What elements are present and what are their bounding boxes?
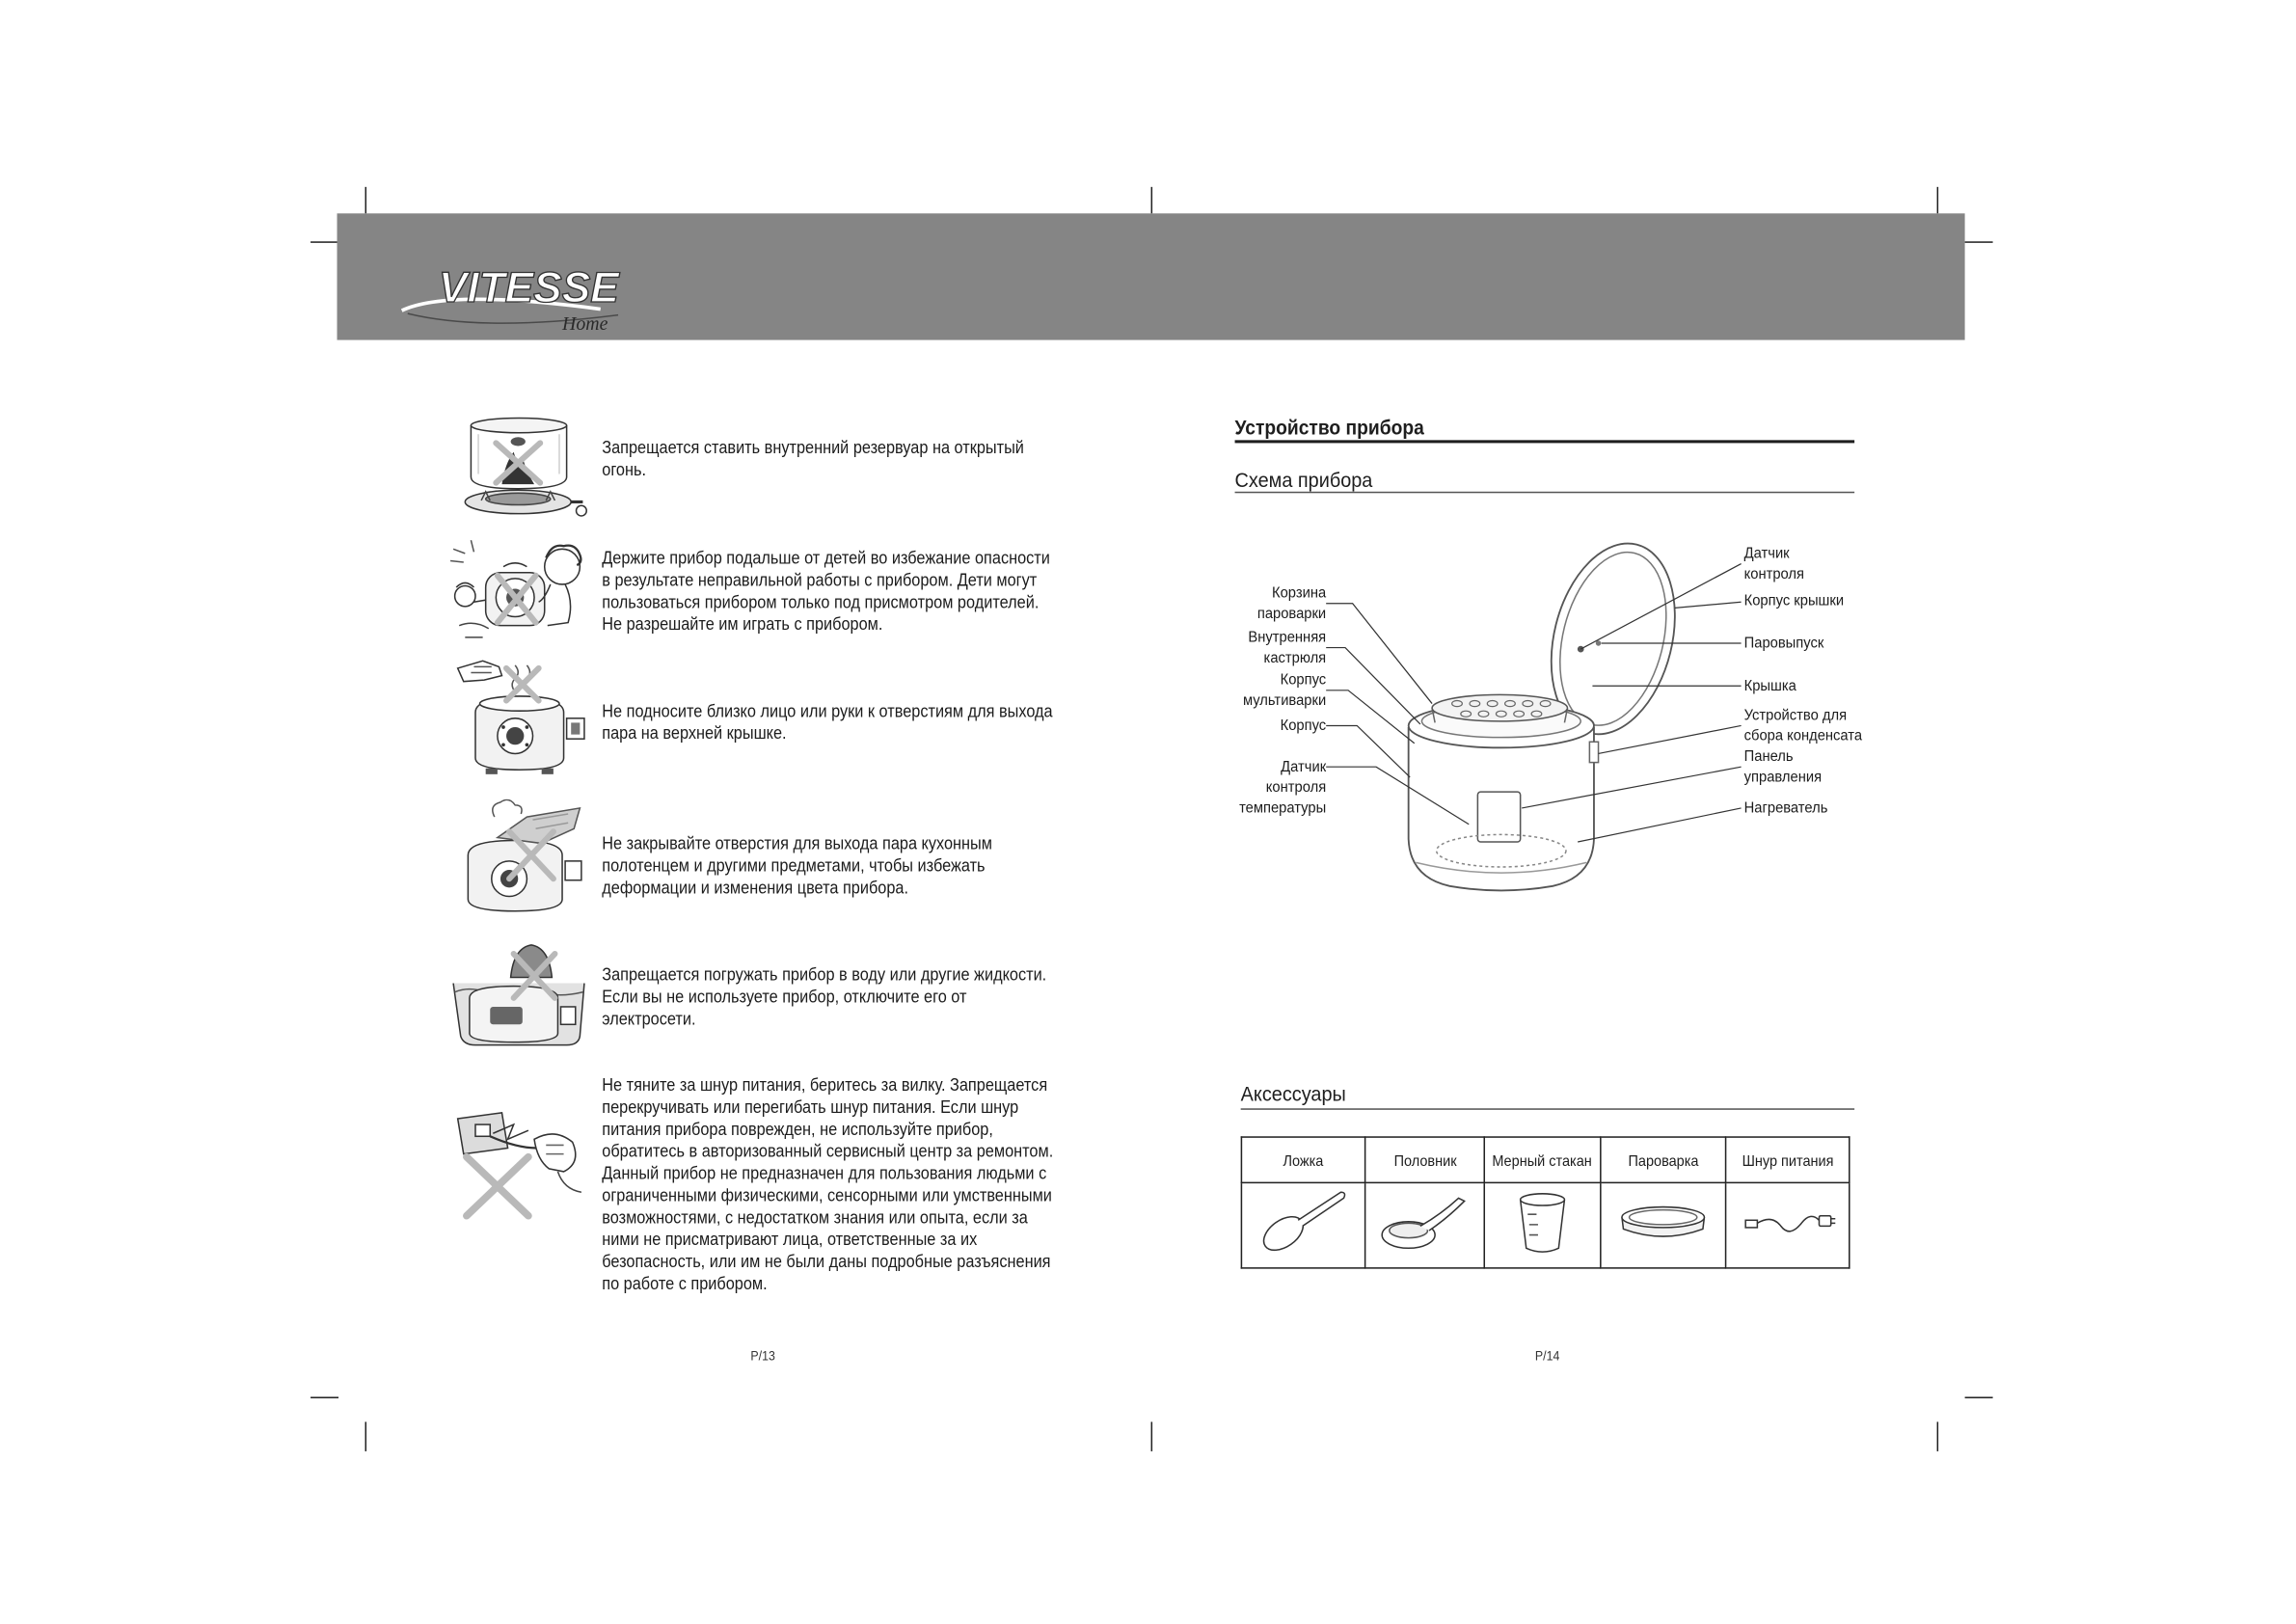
warning-text: Держите прибор подальше от детей во избежание опасности в результате неправильной работы с прибором. Дети могут пользоваться прибором только под присмотром родителей. Не разрешайте им играть с прибором.	[602, 547, 1050, 635]
measuring-cup-icon	[1491, 1185, 1594, 1259]
table-cell	[1601, 1137, 1726, 1182]
table-cell	[1241, 1182, 1364, 1268]
ladle-icon	[1373, 1185, 1476, 1259]
label-steam-vent: Паровыпуск	[1743, 634, 1824, 653]
page-number: P/13	[750, 1348, 775, 1364]
label-heater: Нагреватель	[1743, 798, 1828, 818]
accessories-table	[1241, 1136, 1850, 1268]
crop-mark	[365, 187, 367, 213]
crop-mark	[1965, 241, 1993, 243]
spoon-icon	[1252, 1185, 1355, 1259]
label-steamer-basket: Корзина пароварки	[1256, 583, 1327, 623]
label-control-sensor: Датчик контроля	[1743, 544, 1805, 583]
crop-mark	[311, 1396, 338, 1398]
table-cell	[1726, 1182, 1850, 1268]
pulling-power-cord-icon	[446, 1101, 590, 1225]
brand-logo	[394, 259, 637, 336]
appliance-in-water-icon	[446, 939, 587, 1051]
warning-text: Запрещается ставить внутренний резервуар на открытый огонь.	[602, 437, 1024, 480]
crop-mark	[1937, 1421, 1939, 1451]
label-control-panel: Панель управления	[1743, 747, 1823, 787]
crop-mark	[1937, 187, 1939, 213]
warning-text: Не тяните за шнур питания, беритесь за вилку. Запрещается перекручивать или перегибать шнур питания. Если шнур питания прибора поврежден, не используйте прибор, обратитесь в авторизованный сервисный центр за ремонтом. Данный прибор не предназначен для пользования людьми с ограниченными физическими, сенсорными или умственными возможностями, с недостатком знания или опыта, если за ними не присматривают лица, ответственные за их безопасность, или им не были даны подробные разъяснения по работе с прибором.	[602, 1074, 1054, 1294]
table-cell	[1726, 1137, 1850, 1182]
section-title: Устройство прибора	[1234, 415, 1424, 439]
table-cell	[1484, 1182, 1601, 1268]
label-body: Корпус	[1280, 717, 1327, 735]
label-inner-pot: Внутренняя кастрюля	[1248, 628, 1327, 667]
pot-on-open-fire-icon	[449, 412, 589, 521]
label-cooker-housing: Корпус мультиварки	[1242, 670, 1327, 710]
accessories-header-row	[1241, 1137, 1849, 1182]
table-cell	[1365, 1182, 1485, 1268]
accessories-rule	[1241, 1108, 1854, 1110]
warning-text: Запрещается погружать прибор в воду или другие жидкости. Если вы не используете прибор, отключите его от электросети.	[602, 963, 1047, 1029]
hand-over-steam-icon	[453, 654, 591, 777]
table-cell	[1241, 1137, 1364, 1182]
title-rule	[1235, 440, 1855, 443]
table-cell	[1365, 1137, 1485, 1182]
power-cord-icon	[1736, 1185, 1839, 1259]
steamer-basket-icon	[1611, 1185, 1715, 1259]
logo-wordmark: VITESSE	[438, 263, 619, 311]
accessory-label: Пароварка	[1628, 1153, 1699, 1171]
crop-mark	[311, 241, 338, 243]
warning-text: Не подносите близко лицо или руки к отверстиям для выхода пара на верхней крышке.	[602, 700, 1053, 744]
accessory-label: Мерный стакан	[1492, 1153, 1593, 1171]
crop-mark	[1151, 1421, 1153, 1451]
crop-mark	[1965, 1396, 1993, 1398]
towel-over-vent-icon	[450, 799, 592, 917]
accessories-image-row	[1241, 1182, 1849, 1268]
diagram-title: Схема прибора	[1234, 468, 1373, 492]
label-lid-housing: Корпус крышки	[1743, 591, 1845, 609]
accessory-label: Шнур питания	[1742, 1153, 1834, 1171]
label-lid: Крышка	[1743, 677, 1796, 695]
accessories-title: Аксессуары	[1240, 1081, 1346, 1106]
warning-text: Не закрывайте отверстия для выхода пара кухонным полотенцем и другими предметами, чтобы избежать деформации и изменения цвета прибора.	[602, 832, 992, 899]
accessory-label: Половник	[1392, 1153, 1456, 1171]
table-cell	[1484, 1137, 1601, 1182]
label-condensate-collector: Устройство для сбора конденсата	[1743, 706, 1863, 745]
crop-mark	[1151, 187, 1153, 213]
subtitle-rule	[1235, 492, 1855, 494]
logo-subtext: Home	[562, 312, 608, 335]
page-number: P/14	[1534, 1348, 1560, 1364]
children-near-appliance-icon	[442, 534, 595, 649]
label-temperature-sensor: Датчик контроля температуры	[1239, 758, 1327, 818]
table-cell	[1601, 1182, 1726, 1268]
crop-mark	[365, 1421, 367, 1451]
accessory-label: Ложка	[1283, 1153, 1324, 1171]
